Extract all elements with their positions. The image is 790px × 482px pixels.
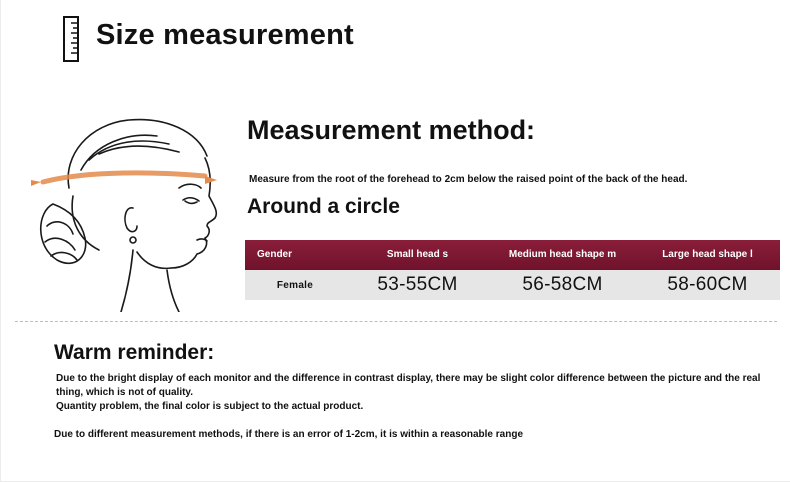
- table-cell: 58-60CM: [635, 270, 780, 300]
- circle-heading: Around a circle: [247, 195, 400, 218]
- table-row: [245, 270, 780, 300]
- table-cell: 56-58CM: [490, 270, 635, 300]
- reminder-line: Quantity problem, the final color is subject to the actual product.: [56, 401, 364, 412]
- column-header: Gender: [245, 240, 345, 270]
- reminder-text: [56, 372, 776, 414]
- reminder-note: Due to different measurement methods, if there is an error of 1-2cm, it is within a reasonable range: [54, 429, 524, 440]
- ruler-icon: [63, 16, 79, 62]
- column-header: Small head s: [345, 240, 490, 270]
- size-table: [245, 240, 780, 300]
- reminder-heading: Warm reminder:: [54, 341, 215, 364]
- table-header-row: [245, 240, 780, 270]
- reminder-line: Due to the bright display of each monitor and the difference in contrast display, there may be slight color difference between the picture and the real thing, which is not of quality.: [56, 373, 761, 398]
- method-heading: Measurement method:: [247, 115, 536, 145]
- column-header: Large head shape l: [635, 240, 780, 270]
- page-title: Size measurement: [96, 19, 354, 51]
- method-instruction: Measure from the root of the forehead to 2cm below the raised point of the back of the head.: [249, 174, 688, 185]
- column-header: Medium head shape m: [490, 240, 635, 270]
- section-divider: [15, 321, 777, 322]
- head-measurement-illustration: [29, 100, 229, 312]
- table-cell: 53-55CM: [345, 270, 490, 300]
- table-cell: Female: [245, 270, 345, 300]
